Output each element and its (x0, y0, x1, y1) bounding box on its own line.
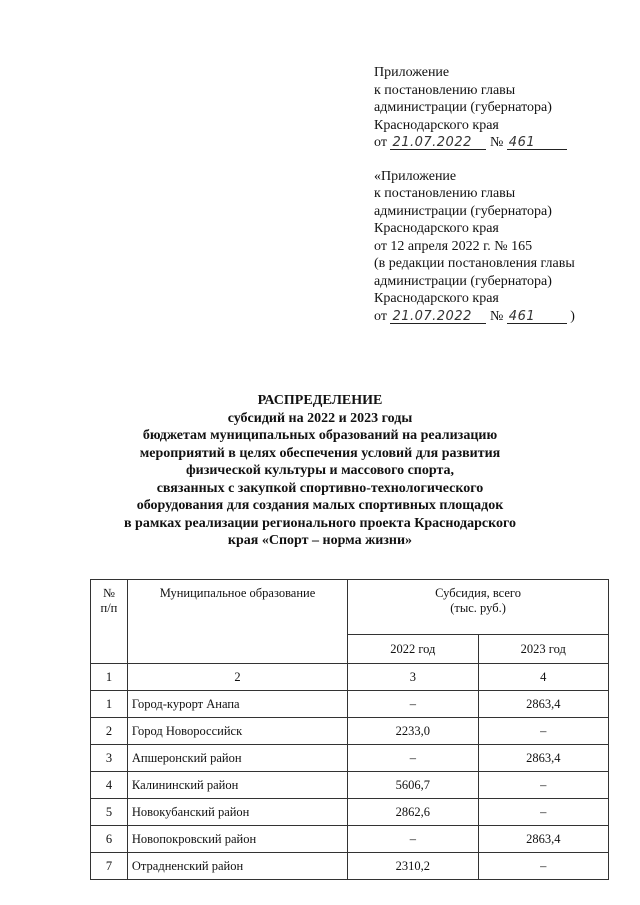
row-municipality: Апшеронский район (127, 745, 347, 772)
approval-line: Краснодарского края (374, 291, 499, 306)
number-prefix: № (489, 308, 504, 324)
table-row (91, 718, 609, 745)
approval-line: от 12 апреля 2022 г. № 165 (374, 238, 533, 254)
heading-line: мероприятий в целях обеспечения условий для развития (139, 445, 501, 461)
number-prefix: № (489, 135, 504, 150)
col-number: 2 (127, 664, 347, 691)
heading-title: РАСПРЕДЕЛЕНИЕ (257, 393, 383, 408)
col-number: 3 (348, 664, 478, 691)
approval-date-line (374, 134, 634, 152)
row-2022: 2310,2 (348, 853, 478, 880)
table-row (91, 826, 609, 853)
approval-line: Приложение (374, 65, 450, 80)
row-num: 3 (91, 745, 128, 772)
row-2023: 2863,4 (478, 826, 608, 853)
approval-line: Краснодарского края (374, 221, 499, 236)
row-municipality: Новокубанский район (127, 799, 347, 826)
header-subsidy-unit: (тыс. руб.) (450, 601, 506, 615)
table-row (91, 772, 609, 799)
header-year-2022: 2022 год (348, 635, 478, 664)
row-municipality: Новопокровский район (127, 826, 347, 853)
heading-line: физической культуры и массового спорта, (185, 463, 455, 478)
table-row (91, 853, 609, 880)
handwritten-number: 461 (507, 310, 567, 324)
row-num: 6 (91, 826, 128, 853)
heading-line: субсидий на 2022 и 2023 годы (227, 410, 413, 426)
table-row (91, 799, 609, 826)
closing-paren: ) (570, 308, 575, 324)
row-num: 7 (91, 853, 128, 880)
row-2023: – (478, 718, 608, 745)
col-number: 1 (91, 664, 128, 691)
heading-line: в рамках реализации регионального проекта Краснодарского (123, 515, 517, 531)
col-number: 4 (478, 664, 608, 691)
row-2022: 2862,6 (348, 799, 478, 826)
row-2022: 2233,0 (348, 718, 478, 745)
header-name-cell: Муниципальное образование (127, 580, 347, 664)
subsidy-table (90, 579, 609, 880)
handwritten-date: 21.07.2022 (390, 310, 486, 324)
table-row (91, 745, 609, 772)
row-2022: – (348, 826, 478, 853)
row-municipality: Город Новороссийск (127, 718, 347, 745)
approval-line: администрации (губернатора) (374, 203, 552, 219)
row-2023: 2863,4 (478, 691, 608, 718)
header-subsidy-cell (348, 580, 609, 635)
table-header-row (91, 580, 609, 635)
heading-line: связанных с закупкой спортивно-технологического (156, 480, 484, 496)
approval-line: к постановлению главы (374, 186, 516, 201)
table-column-numbers-row (91, 664, 609, 691)
approval-line: Краснодарского края (374, 117, 499, 133)
approval-line: администрации (губернатора) (374, 273, 552, 289)
heading-line: оборудования для создания малых спортивных площадок (136, 498, 504, 513)
handwritten-date: 21.07.2022 (390, 136, 486, 150)
row-municipality: Калининский район (127, 772, 347, 799)
heading-line: края «Спорт – норма жизни» (227, 533, 413, 548)
row-num: 5 (91, 799, 128, 826)
header-num-cell (91, 580, 128, 664)
approval-line: (в редакции постановления главы (374, 256, 575, 271)
row-municipality: Город-курорт Анапа (127, 691, 347, 718)
row-num: 1 (91, 691, 128, 718)
approval-date-line (374, 308, 634, 326)
row-num: 4 (91, 772, 128, 799)
header-subsidy-title: Субсидия, всего (435, 586, 521, 600)
header-year-2023: 2023 год (478, 635, 608, 664)
approval-line: к постановлению главы (374, 82, 516, 98)
date-prefix: от (374, 135, 387, 150)
row-2022: 5606,7 (348, 772, 478, 799)
approval-line: «Приложение (374, 168, 457, 184)
approval-block (374, 64, 634, 325)
approval-line: администрации (губернатора) (374, 100, 552, 115)
date-prefix: от (374, 308, 387, 324)
row-2022: – (348, 745, 478, 772)
table-row (91, 691, 609, 718)
handwritten-number: 461 (507, 136, 567, 150)
heading-line: бюджетам муниципальных образований на реализацию (142, 428, 498, 443)
row-2022: – (348, 691, 478, 718)
row-2023: – (478, 799, 608, 826)
row-municipality: Отрадненский район (127, 853, 347, 880)
row-num: 2 (91, 718, 128, 745)
row-2023: – (478, 772, 608, 799)
header-num-symbol: № (102, 586, 115, 600)
header-num-abbr: п/п (100, 601, 118, 615)
row-2023: 2863,4 (478, 745, 608, 772)
document-heading (100, 392, 540, 550)
row-2023: – (478, 853, 608, 880)
